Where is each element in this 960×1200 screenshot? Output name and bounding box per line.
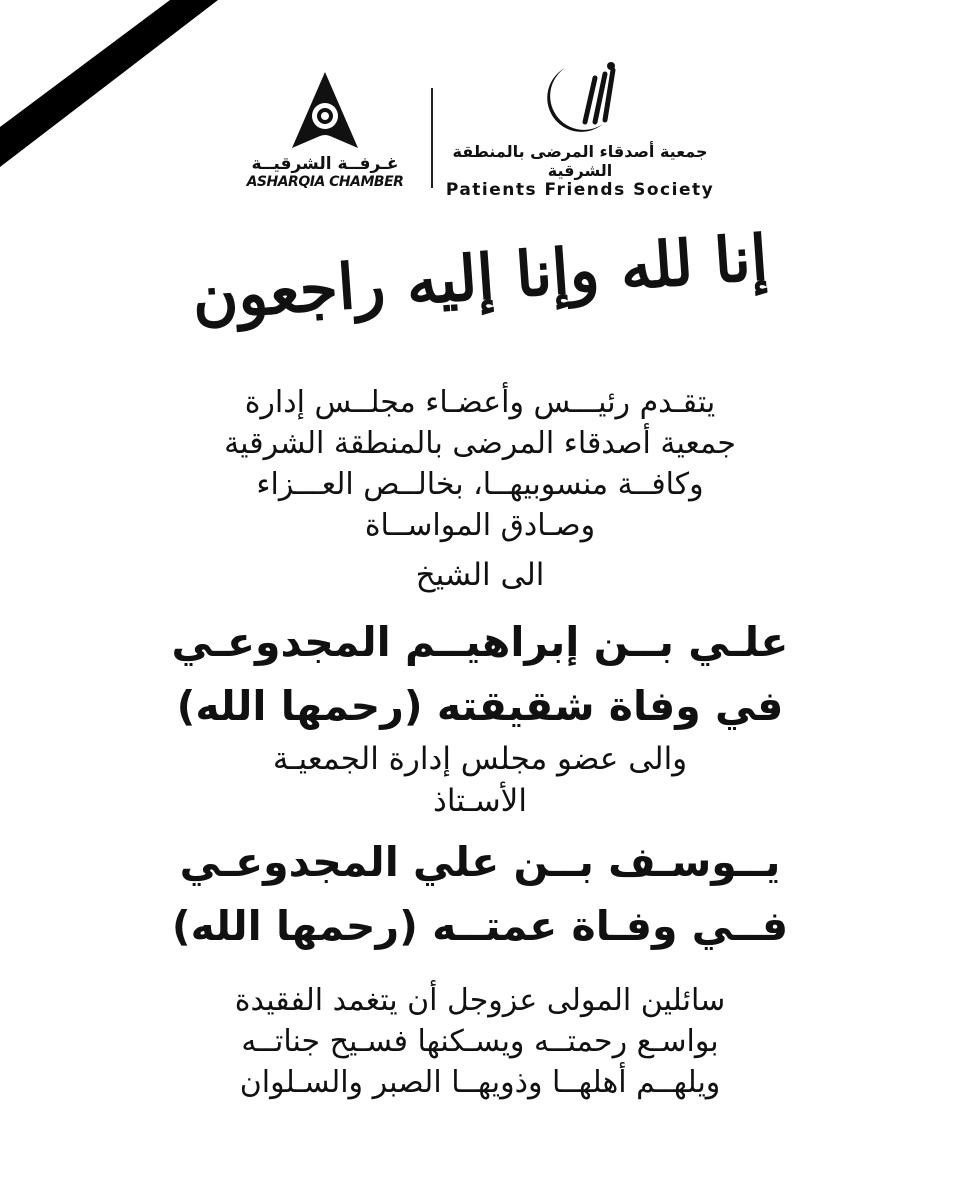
asharqia-chamber-logo: [245, 70, 405, 195]
patients-friends-society-logo: [440, 60, 720, 200]
intro-line-3: وكافــة منسوبيهــا، بخالــص العـــزاء: [256, 467, 704, 502]
second-recipient-name: يــوسـف بــن علي المجدوعـي: [179, 838, 781, 886]
intro-line-4: وصـادق المواســاة: [364, 508, 596, 543]
society-arabic-name: جمعية أصدقاء المرضى بالمنطقة الشرقية: [452, 142, 708, 180]
prayer-line-3: ويلهــم أهلهــا وذويهــا الصبر والسـلوان: [239, 1065, 721, 1100]
logo-row: [0, 60, 960, 200]
society-english-name: Patients Friends Society: [445, 180, 715, 200]
chamber-english-name: ASHARQIA CHAMBER: [246, 174, 404, 190]
intro-line-1: يتقـدم رئيـــس وأعضـاء مجلــس إدارة: [244, 385, 716, 420]
chamber-emblem-icon: [290, 70, 360, 150]
logo-divider: [431, 88, 433, 188]
second-condolence-line: فــي وفـاة عمتــه (رحمها الله): [171, 902, 789, 950]
prayer-line-1: سائلين المولى عزوجل أن يتغمد الفقيدة: [234, 983, 726, 1018]
chamber-arabic-name: غـرفــة الشرقيــة: [251, 154, 399, 174]
intro-line-2: جمعية أصدقاء المرضى بالمنطقة الشرقية: [224, 426, 736, 461]
to-sheikh-line: الى الشيخ: [415, 557, 545, 593]
to-board-member-line: والى عضو مجلس إدارة الجمعيـة: [272, 741, 688, 777]
first-condolence-line: في وفاة شقيقته (رحمها الله): [176, 682, 784, 730]
second-title-line: الأسـتاذ: [433, 783, 527, 819]
quran-verse-calligraphy: إنا لله وإنا إليه راجعون: [189, 220, 771, 335]
society-crescent-icon: [525, 60, 635, 140]
first-recipient-name: علـي بــن إبراهيــم المجدوعـي: [171, 618, 789, 666]
condolence-message: [160, 382, 800, 1103]
prayer-line-2: بواسـع رحمتــه ويسـكنها فسـيح جناتــه: [241, 1024, 719, 1059]
